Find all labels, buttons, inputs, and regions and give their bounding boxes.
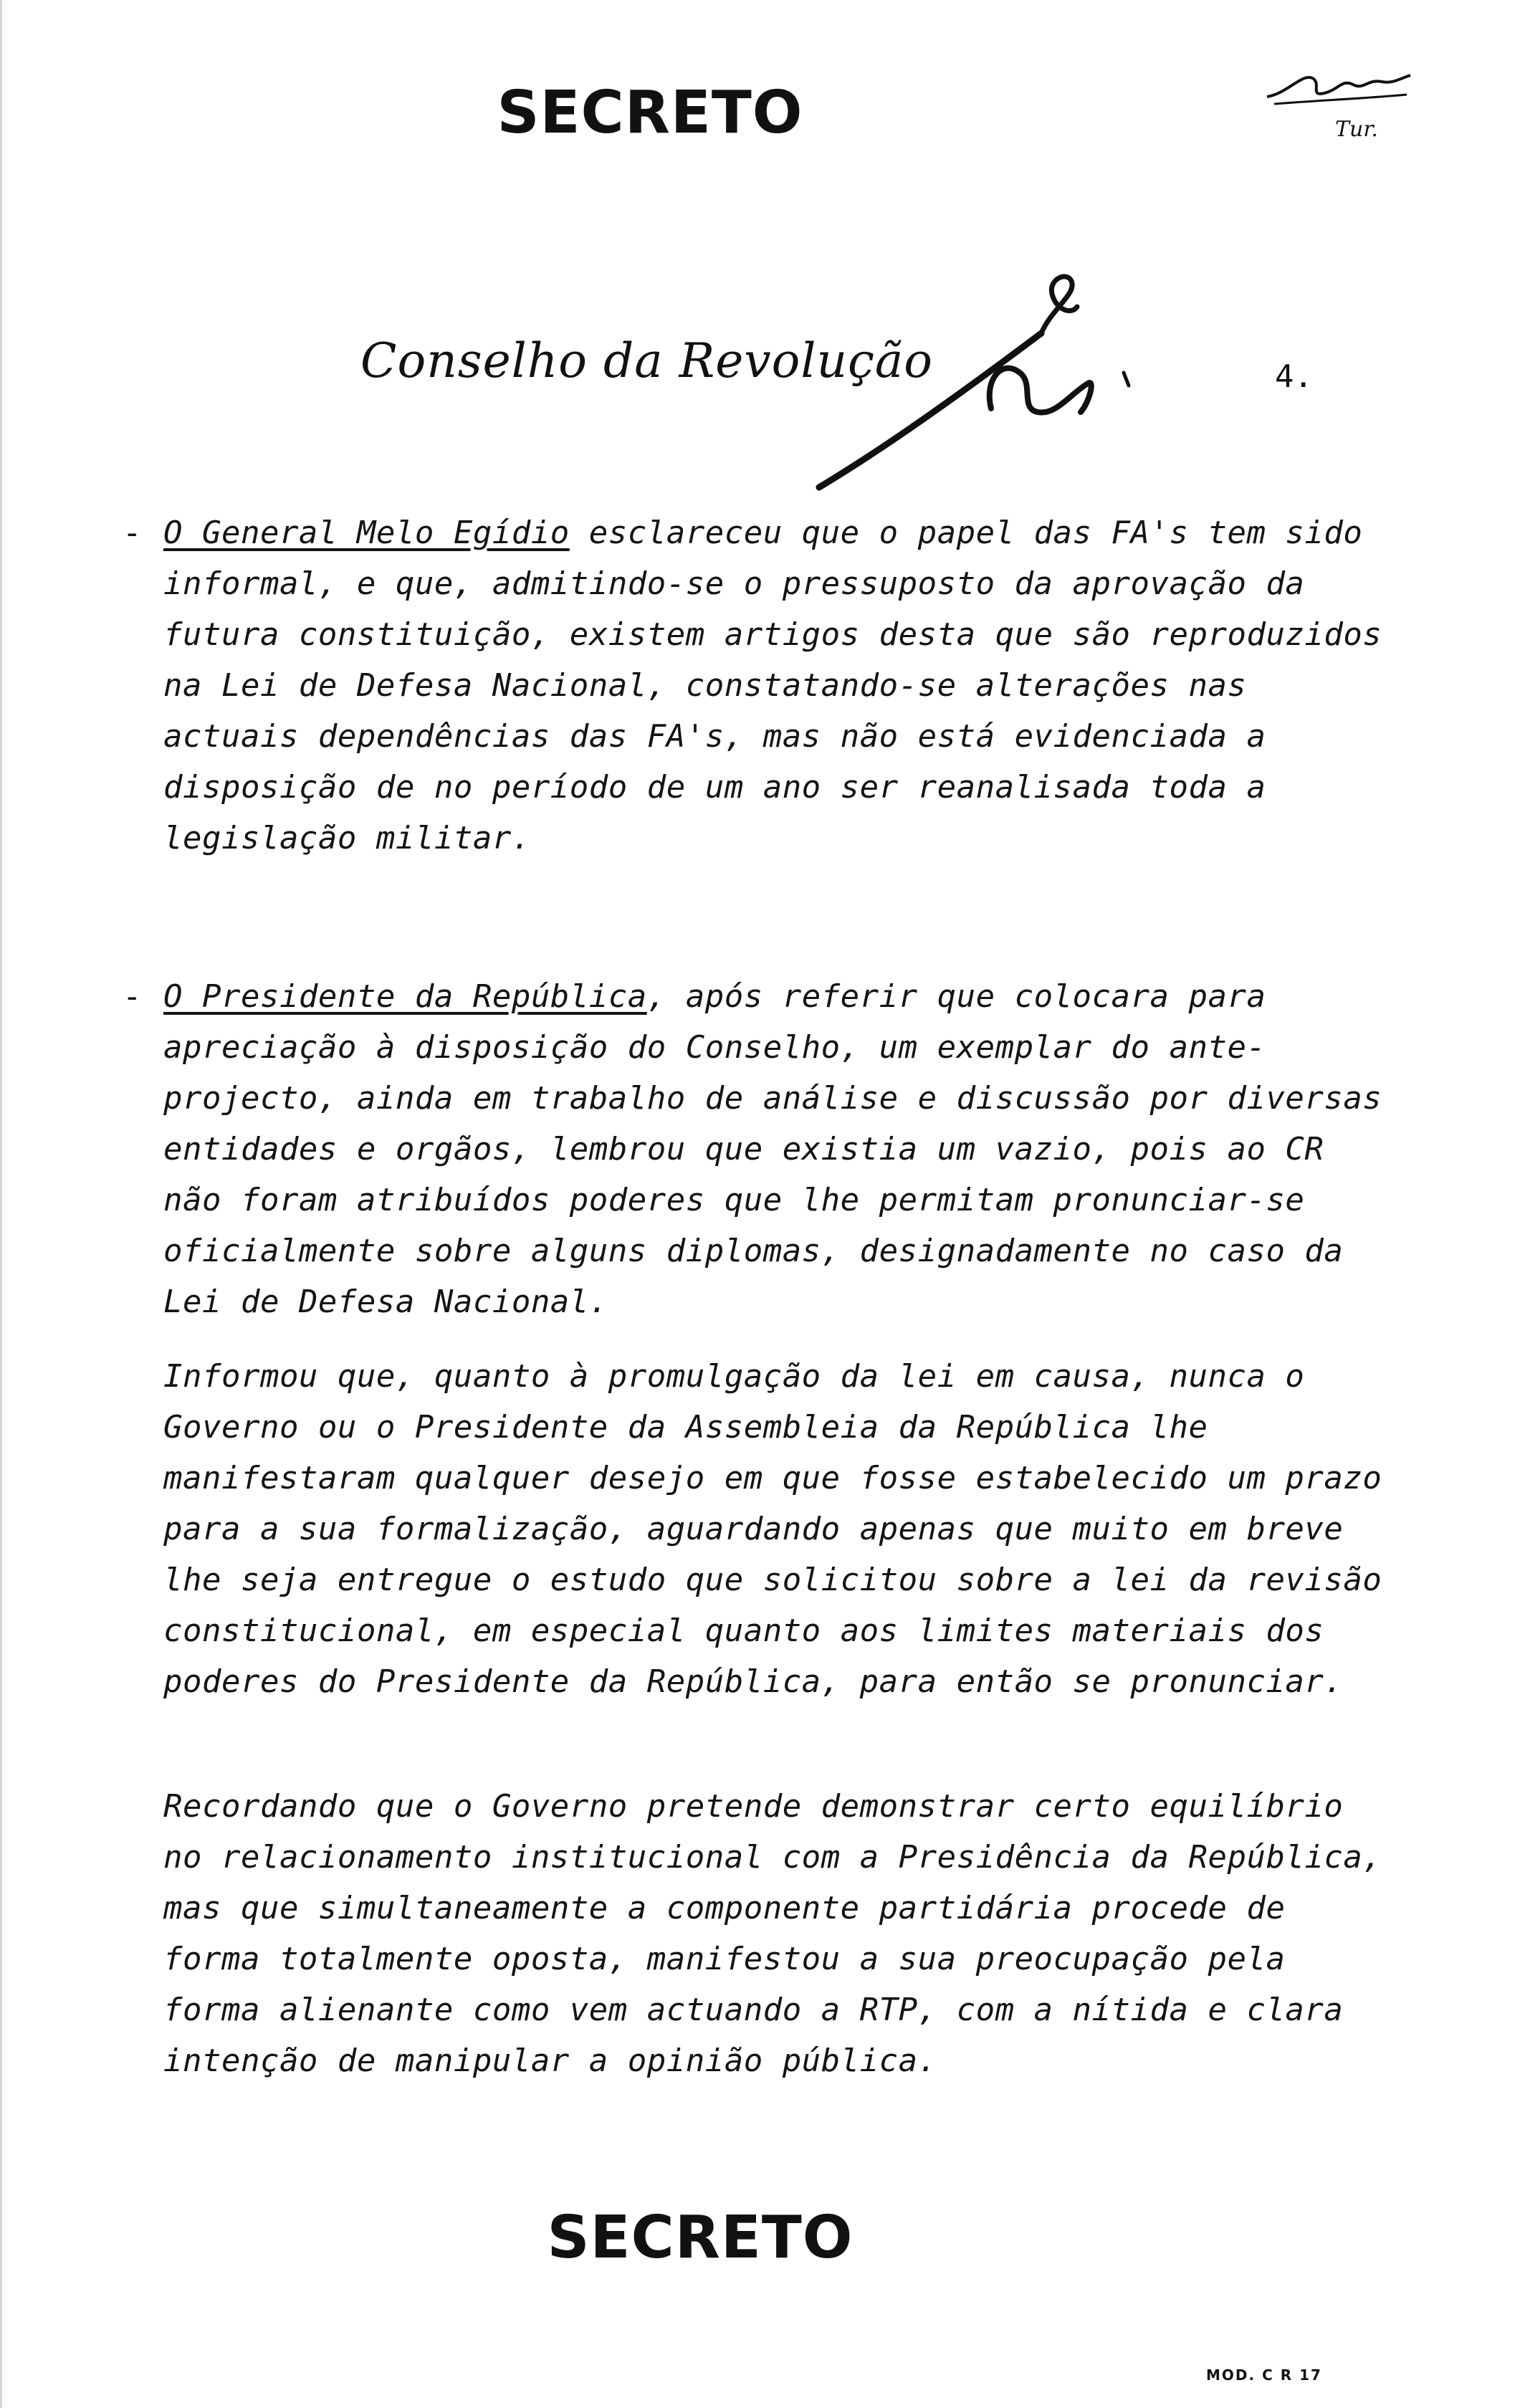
signature-scribble-icon (1260, 57, 1418, 150)
classification-stamp-top: SECRETO (497, 79, 803, 147)
paragraph-text: , após referir que colocara para apreciação à disposição do Conselho, um exemplar do ante-projecto, ainda em trabalho de análise e discussão por diversas entidades e orgãos, lembrou que existia um vazio, pois ao CR não foram atribuídos poderes que lhe permitam pronunciar-se oficialmente sobre alguns diplomas, designadamente no caso da Lei de Defesa Nacional. (163, 978, 1382, 1320)
classification-stamp-bottom: SECRETO (547, 2204, 854, 2272)
handwritten-initial-mark (805, 265, 1177, 502)
signature-label: Tur. (1335, 117, 1378, 142)
speaker-name: O General Melo Egídio (163, 515, 570, 551)
paragraph-recordando: Recordando que o Governo pretende demonstrar certo equilíbrio no relacionamento institucional com a Presidência da República, mas que simultaneamente a componente partidária procede de forma totalmente oposta, manifestou a sua preocupação pela forma alienante como vem actuando a RTP, com a nítida e clara intenção de manipular a opinião pública. (163, 1788, 1382, 2079)
paragraph-informou: Informou que, quanto à promulgação da lei em causa, nunca o Governo ou o Presidente da Assembleia da República lhe manifestaram qualquer desejo em que fosse estabelecido um prazo para a sua formalização, aguardando apenas que muito em breve lhe seja entregue o estudo que solicitou sobre a lei da revisão constitucional, em especial quanto aos limites materiais dos poderes do Presidente da República, para então se pronunciar. (163, 1358, 1382, 1700)
form-code: MOD. C R 17 (1206, 2366, 1322, 2384)
page-number: 4. (1275, 358, 1313, 395)
handwritten-signature (1260, 57, 1418, 150)
paragraph-presidente (163, 971, 1396, 1327)
paragraph-text: esclareceu que o papel das FA's tem sido informal, e que, admitindo-se o pressuposto da aprovação da futura constituição, existem artigos desta que são reproduzidos na Lei de Defesa Nacional, constatando-se alterações nas actuais dependências das FA's, mas não está evidenciada a disposição de no período de um ano ser reanalisada toda a legislação militar. (163, 515, 1382, 856)
bullet-dash: - (123, 515, 142, 551)
letterhead-title: Conselho da Revolução (360, 333, 934, 388)
paragraph-melo-egidio (163, 507, 1396, 864)
speaker-name: O Presidente da República (163, 978, 647, 1015)
bullet-dash: - (123, 978, 142, 1015)
pen-mark-icon (805, 265, 1177, 502)
